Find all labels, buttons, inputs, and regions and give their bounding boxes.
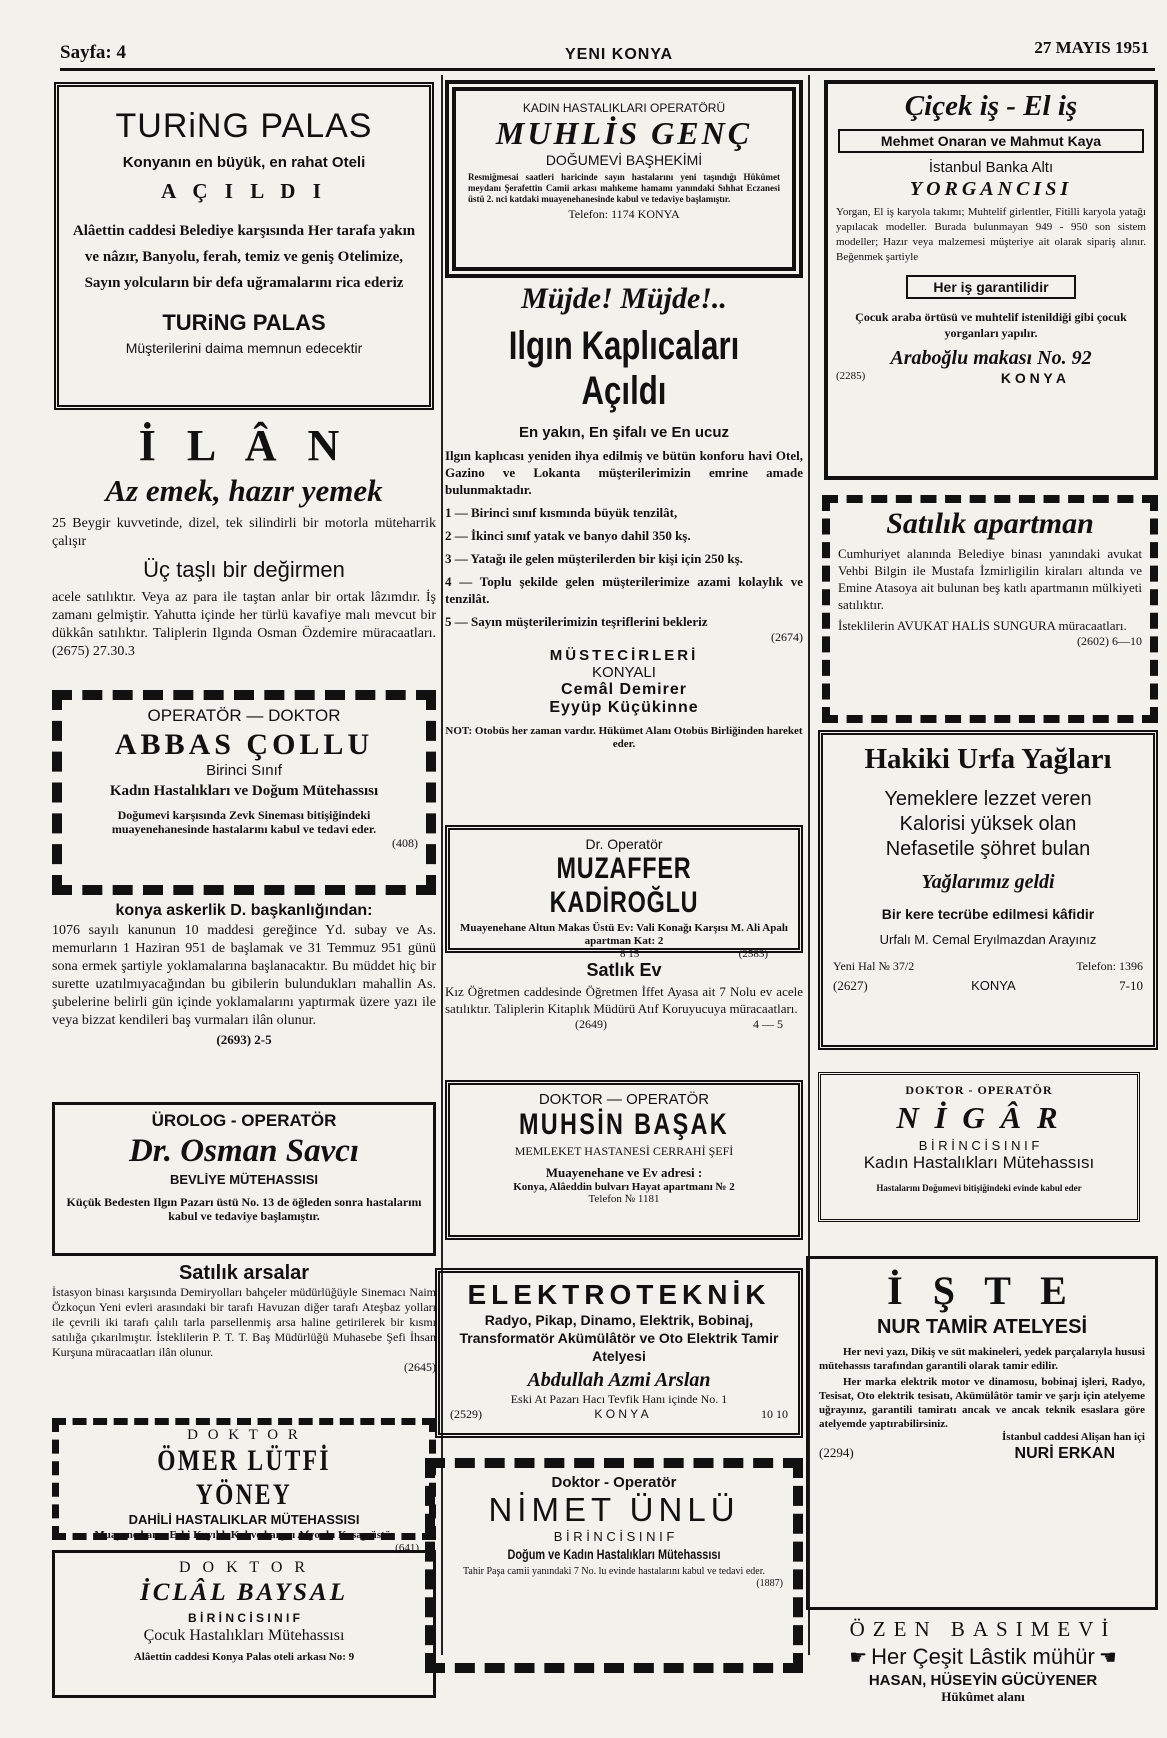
page-header <box>60 38 1155 71</box>
list-item: 3 — Yatağı ile gelen müşterilerden bir kişi için 250 kş. <box>445 551 743 566</box>
ad-name: İCLÂL BAYSAL <box>139 1579 349 1606</box>
ad-kicker: KADIN HASTALIKLARI OPERATÖRÜ <box>522 101 726 115</box>
ad-body: Cumhuriyet alanında Belediye binası yanındaki avukat Vehbi Bilgin ile Mustafa İzmirligilin kiraları altında ve Emine Atasoya ait bulunan beş katlı apartmanın mülkiyeti satılıktır. <box>838 546 1142 612</box>
ad-role: MEMLEKET HASTANESİ CERRAHİ ŞEFİ <box>514 1144 734 1158</box>
satilik-apartman-ad <box>822 495 1158 723</box>
ad-kicker: DOKTOR — OPERATÖR <box>538 1091 710 1108</box>
ad-specialty: Kadın Hastalıkları Mütehassısı <box>863 1153 1095 1172</box>
pointing-hand-icon: ☚ <box>1098 1647 1117 1669</box>
ad-name: MUHSİN BAŞAK <box>518 1108 730 1141</box>
ad-role: DOĞUMEVİ BAŞHEKİMİ <box>545 152 703 168</box>
ad-code: (2602) 6—10 <box>1077 634 1142 648</box>
ad-trade: YORGANCISI <box>909 178 1073 200</box>
ad-code: (2583) <box>738 948 768 960</box>
ad-tagline: En yakın, En şifalı ve En ucuz <box>518 424 730 441</box>
ad-body: Kız Öğretmen caddesinde Öğretmen İffet Ayasa ait 7 Nolu ev acele satılıktır. Taliplerin Kitaplık Müdürü Atıf Koruyucuya müracaatları. <box>445 984 803 1016</box>
ad-body: Alâettin caddesi Konya Palas oteli arkası No: 9 <box>133 1651 355 1663</box>
ad-kicker: D O K T O R <box>178 1559 310 1576</box>
ad-city-footer: K O N Y A <box>1000 370 1066 386</box>
list-item: 4 — Toplu şekilde gelen müşterilerimize azami kolaylık ve tenzilât. <box>445 574 803 606</box>
ad-phone: Telefon № 1181 <box>588 1193 660 1205</box>
abbas-collu-ad <box>52 690 436 895</box>
osman-savci-ad <box>52 1102 436 1256</box>
ad-code: (2285) <box>836 370 866 382</box>
ad-code: (2649) <box>575 1017 607 1031</box>
ad-note: NOT: Otobüs her zaman vardır. Hükümet Alanı Otobüs Birliğinden hareket eder. <box>445 725 803 750</box>
ad-slogan: Her Çeşit Lâstik mühür <box>871 1644 1095 1669</box>
elektroteknik-ad <box>435 1268 803 1438</box>
ad-line: Nefasetile şöhret bulan <box>885 838 1091 860</box>
ad-address: Yeni Hal № 37/2 <box>833 959 915 973</box>
iste-nur-tamir-ad <box>806 1256 1158 1610</box>
ad-line: Bir kere tecrübe edilmesi kâfidir <box>881 906 1095 922</box>
ad-specialty: Çocuk Hastalıkları Mütehassısı <box>143 1627 345 1644</box>
ad-body: Muayenehane Altun Makas Üstü Ev: Vali Konağı Karşısı M. Ali Apalı apartman Kat: 2 <box>460 922 788 947</box>
ad-title: İ Ş T E <box>887 1268 1077 1313</box>
ad-line: Yağlarımız geldi <box>921 871 1055 893</box>
ad-body: Tahir Paşa camii yanındaki 7 No. lu evinde hastalarını kabul ve tedavi eder. <box>463 1566 765 1577</box>
ad-title: ÖZEN BASIMEVİ <box>849 1617 1117 1641</box>
ad-address: Eski At Pazarı Hacı Tevfik Hanı içinde No. 1 <box>510 1392 728 1406</box>
ad-body: 1076 sayılı kanunun 10 maddesi gereğince Yd. subay ve As. memurların 1 Haziran 951 de başlamak ve 31 Temmuz 951 günü sona ermek şartiyle yoklamalarına başlanacaktır. Bu müddet hiç bir surette uzatılmıyacağından bu gibilerin bulundukları mahallin As. şubelerine belirli gün içinde yoklamalarını yaptırmak üzere yazı ile veya bizzat kendileri baş vurmaları ilân olunur. <box>52 923 436 1028</box>
ad-contact: İsteklilerin AVUKAT HALİS SUNGURA müracaatları. <box>838 618 1127 633</box>
ad-name: NİMET ÜNLÜ <box>488 1491 740 1528</box>
ad-slogan: Az emek, hazır yemek <box>105 473 383 508</box>
ad-paragraph: Her marka elektrik motor ve dinamosu, bobinaj işleri, Radyo, Tesisat, Oto elektrik tesisatı, Akümülâtör tamir ve şarjı için atelyeme uğrayınız, garantili tamiratı ancak ve ancak teknik esaslara göre atelyemde yaptırabilirsiniz. <box>819 1376 1145 1430</box>
ad-body: Yorgan, El iş karyola takımı; Muhtelif girlentler, Fitilli karyola yatağı yapılacak modeller. Burada bulunmayan 949 - 950 son sistem modeller; Hazır veya malzemesi müşteriye ait olarak sipariş alınır. Beğenmek şartiyle <box>836 206 1146 263</box>
ad-rank: B İ R İ N C İ S I N I F <box>918 1138 1040 1153</box>
ad-owners: Mehmet Onaran ve Mahmut Kaya <box>838 129 1144 153</box>
ad-kicker: Dr. Operatör <box>585 836 663 852</box>
ad-headline: Üç taşlı bir değirmen <box>143 557 345 582</box>
ad-paragraph: Her nevi yazı, Dikiş ve süt makineleri, yedek parçalarıyla hususi mütehassıs tarafından garantili olarak tamir edilir. <box>819 1346 1145 1372</box>
ad-owner: Abdullah Azmi Arslan <box>527 1369 711 1391</box>
ad-specialty: Kadın Hastalıkları ve Doğum Mütehassısı <box>109 783 379 799</box>
ad-title: Satılık apartman <box>886 507 1094 540</box>
ad-code: (641) <box>395 1542 419 1554</box>
ad-owners: HASAN, HÜSEYİN GÜCÜYENER <box>868 1672 1098 1689</box>
price-list <box>445 504 803 630</box>
ad-phone: Telefon: 1174 KONYA <box>568 207 680 221</box>
ad-code: (1887) <box>756 1578 783 1589</box>
ad-name: MUHLİS GENÇ <box>495 115 753 151</box>
turing-palas-ad <box>54 82 434 410</box>
ad-footer-title: TURiNG PALAS <box>162 310 326 335</box>
ad-address: İstanbul caddesi Alişan han içi <box>1001 1431 1145 1443</box>
ad-extra: Çocuk araba örtüsü ve muhtelif istenildiği gibi çocuk yorganları yapılır. <box>855 310 1127 340</box>
ad-kicker: OPERATÖR — DOKTOR <box>147 706 341 725</box>
ad-body: İstasyon binası karşısında Demiryolları bahçeler müdürlüğüyle Sinemacı Naim Özkoçun Yeni evleri arasındaki bir tarafı Havuzan diğer tarafı Ateşbaz yolları ile çevrili iki tarafı çalılı tarla parsellenmiş arsa haline getirilerek bir kısmı satılığa çıkarılmıştır. İsteklilerin P. T. T. Baş Müdürlüğü Muhasebe Şefi İhsan Kurşuna müracaatları ilân olunur. <box>52 1285 436 1359</box>
ad-title: Hakiki Urfa Yağları <box>864 743 1112 775</box>
ad-specialty: Doğum ve Kadın Hastalıkları Mütehassısı <box>507 1546 721 1562</box>
ad-kicker: Doktor - Operatör <box>551 1474 677 1491</box>
ad-address: Konya, Alâeddin bulvarı Hayat apartmanı № 2 <box>513 1181 735 1193</box>
ad-address: Araboğlu makası No. 92 <box>890 347 1092 369</box>
ad-title: Çiçek iş - El iş <box>904 90 1078 122</box>
ad-code: (2529) <box>450 1407 482 1421</box>
ad-guarantee: Her iş garantilidir <box>906 275 1076 299</box>
ad-specialty: DAHİLİ HASTALIKLAR MÜTEHASSISI <box>128 1512 360 1527</box>
ad-address: Hükûmet alanı <box>941 1689 1025 1704</box>
ad-subtitle: Konyanın en büyük, en rahat Oteli <box>122 154 366 171</box>
ad-kicker: DOKTOR - OPERATÖR <box>905 1083 1053 1097</box>
ad-rank: B İ R İ N C İ S I N I F <box>187 1611 300 1625</box>
ad-range: 7-10 <box>1119 978 1143 993</box>
ad-phone: Telefon: 1396 <box>1076 959 1143 973</box>
ad-title: Ilgın Kaplıcaları Açıldı <box>508 324 740 413</box>
ad-name: ÖMER LÜTFİ YÖNEY <box>157 1444 331 1511</box>
ad-city: İstanbul Banka Altı <box>928 159 1054 176</box>
urfa-yaglari-ad <box>818 730 1158 1050</box>
ad-body: Resmiğmesai saatleri haricinde sayın hastalarını yeni taşındığı Hükümet meydanı Şerafettin Camii arkası mahkeme hamamı yanındaki Sıhhat Eczanesi üstü 2. nci katdaki muayenehanesinde kabul ve tedaviye başlamıştır. <box>468 172 780 204</box>
page-number: Sayfa: 4 <box>60 42 126 63</box>
ad-body: Alâettin caddesi Belediye karşısında Her tarafa yakın ve nâzır, Banyolu, ferah, temiz ve geniş Otelimize, Sayın yolcuların bir defa uğramalarını rica ederiz <box>72 223 416 291</box>
ad-owners-city: KONYALI <box>592 664 656 681</box>
ad-title: Satılık arsalar <box>178 1262 310 1284</box>
nimet-unlu-ad <box>425 1458 803 1673</box>
ad-name: MUZAFFER KADİROĞLU <box>549 852 699 919</box>
ad-title: Satlık Ev <box>586 960 662 980</box>
ad-intro: 25 Beygir kuvvetinde, dizel, tek silindirli bir motorla müteharrik çalışır <box>52 516 436 549</box>
ad-body: Radyo, Pikap, Dinamo, Elektrik, Bobinaj, Transformatör Akümülâtör ve Oto Elektrik Tamir Atelyesi <box>459 1312 779 1364</box>
ad-code: (2693) 2-5 <box>216 1032 272 1047</box>
ad-rank: Birinci Sınıf <box>206 762 282 779</box>
ad-title: İ L Â N <box>138 421 350 470</box>
omer-lutfi-ad <box>52 1418 436 1554</box>
ad-line: Urfalı M. Cemal Eryılmazdan Arayınız <box>879 932 1097 947</box>
issue-date: 27 MAYIS 1951 <box>1034 38 1149 57</box>
cicek-is-ad <box>824 80 1158 480</box>
ad-opened: A Ç I L D I <box>161 179 327 203</box>
ad-name: Dr. Osman Savcı <box>128 1133 360 1169</box>
ad-body: Muayene hane: Eski Kayıklı Kahve karşısı Afyonlu Kasap üstü. <box>94 1529 394 1541</box>
ad-range: 4 — 5 <box>753 1017 783 1031</box>
ad-code: (408) <box>392 836 418 850</box>
ad-subtitle: NUR TAMİR ATELYESİ <box>876 1316 1087 1338</box>
nigar-ad <box>818 1072 1140 1222</box>
ad-city: KONYA <box>971 978 1016 993</box>
list-item: 2 — İkinci sınıf yatak ve banyo dahil 350 kş. <box>445 528 691 543</box>
ilgin-kaplicalari-ad <box>445 282 803 751</box>
ad-name: N İ G Â R <box>896 1100 1062 1135</box>
ad-hours: 8 15 <box>620 948 640 960</box>
ad-name: ABBAS ÇOLLU <box>114 728 374 761</box>
ad-body: acele satılıktır. Veya az para ile taştan anlar bir ortak lâzımdır. İş zamanı gelmiştir. Yahutta içinde her türlü kavafiye malı mevcut bir dükkân satılıktır. Taliplerin Ilgında Osman Özdemire müracaatları. (2675) 27.30.3 <box>52 590 436 659</box>
ad-specialty: BEVLİYE MÜTEHASSISI <box>169 1172 319 1187</box>
ad-owner: Eyyüp Küçükinne <box>549 699 699 716</box>
ad-kicker: D O K T O R <box>187 1427 301 1443</box>
satilik-arsalar-ad <box>52 1262 436 1375</box>
ad-body: Küçük Bedesten Ilgın Pazarı üstü No. 13 de öğleden sonra hastalarını kabul ve tedaviye başlamıştır. <box>66 1195 422 1223</box>
ozen-basimevi-ad <box>808 1617 1158 1705</box>
ad-owner: NURİ ERKAN <box>1014 1445 1115 1462</box>
ad-owners-label: MÜSTECİRLERİ <box>549 647 699 664</box>
ad-kicker: ÜROLOG - OPERATÖR <box>151 1111 337 1130</box>
ad-title: ELEKTROTEKNİK <box>467 1279 771 1310</box>
muhsin-basak-ad <box>445 1080 803 1240</box>
list-item: 1 — Birinci sınıf kısmında büyük tenzilât, <box>445 505 678 520</box>
ad-kicker: Müjde! Müjde!.. <box>521 282 727 315</box>
satilik-ev-ad <box>445 960 803 1032</box>
ilan-ad <box>52 420 436 661</box>
ad-code: (2294) <box>819 1445 854 1460</box>
ad-title: TURiNG PALAS <box>115 107 373 145</box>
ad-address-label: Muayenehane ve Ev adresi : <box>545 1165 703 1180</box>
ad-line: Kalorisi yüksek olan <box>899 813 1077 835</box>
muhlis-genc-ad <box>445 80 803 278</box>
ad-owner: Cemâl Demirer <box>561 681 687 698</box>
ad-body: Hastalarını Doğumevi bitişiğindeki evinde kabul eder <box>876 1183 1082 1193</box>
ad-footer: Müşterilerini daima memnun edecektir <box>125 340 363 356</box>
ad-city: K O N Y A <box>594 1407 649 1421</box>
ad-intro: Ilgın kaplıcası yeniden ihya edilmiş ve bütün konforu havi Otel, Gazino ve Lokanta müşterilerimizin emrine amade bulunmaktadır. <box>445 448 803 497</box>
muzaffer-kadiroglu-ad <box>445 825 803 960</box>
pointing-hand-icon: ☛ <box>849 1647 868 1669</box>
list-item: 5 — Sayın müşterilerimizin teşriflerini bekleriz <box>445 614 708 629</box>
ad-code: (2645) <box>404 1360 436 1374</box>
ad-title: konya askerlik D. başkanlığından: <box>115 902 373 919</box>
ad-rank: B İ R İ N C İ S I N I F <box>553 1529 675 1544</box>
askerlik-ad <box>52 902 436 1048</box>
ad-code: (2627) <box>833 978 868 993</box>
ad-line: Yemeklere lezzet veren <box>884 788 1092 810</box>
newspaper-name: YENI KONYA <box>565 46 674 63</box>
ad-range: 10 10 <box>760 1407 788 1421</box>
iclal-baysal-ad <box>52 1550 436 1698</box>
ad-body: Doğumevi karşısında Zevk Sineması bitişiğindeki muayenehanesinde hastalarını kabul ve tedavi eder. <box>111 808 377 836</box>
ad-code: (2674) <box>771 630 803 644</box>
